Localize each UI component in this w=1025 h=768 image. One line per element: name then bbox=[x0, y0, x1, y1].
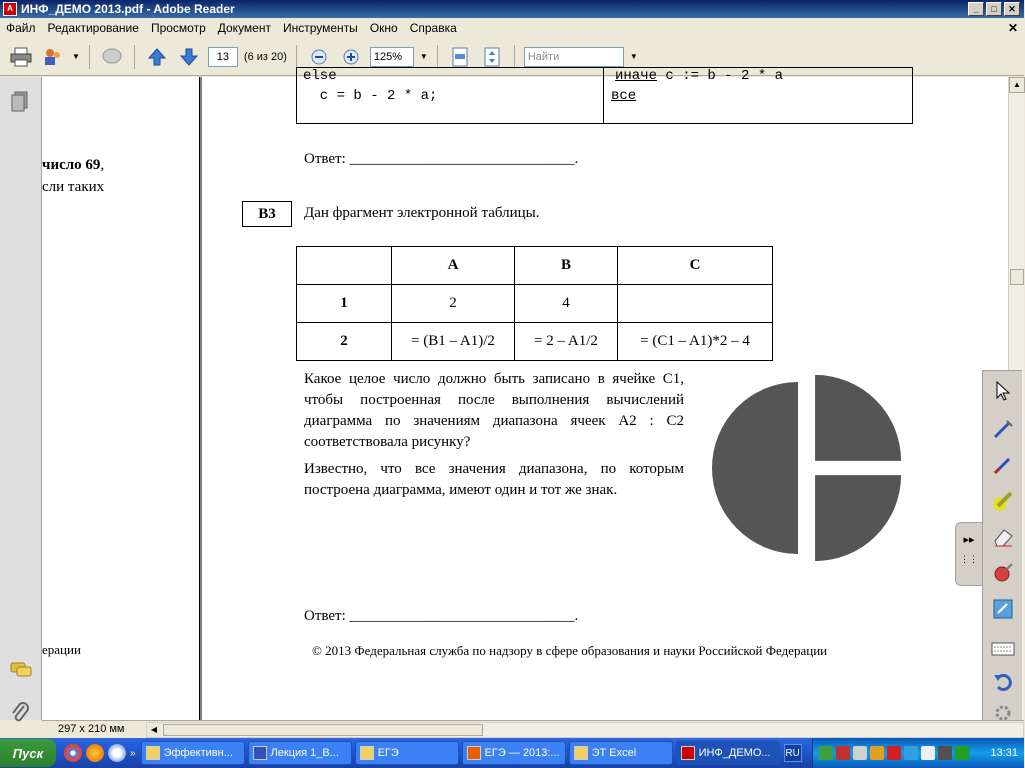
zoom-select[interactable]: 125% bbox=[370, 47, 414, 67]
page-footer: © 2013 Федеральная служба по надзору в сфере образования и науки Российской Федерации bbox=[312, 643, 828, 658]
fit-page-button[interactable] bbox=[447, 44, 473, 70]
table-header: C bbox=[618, 247, 773, 285]
scroll-thumb[interactable] bbox=[1010, 269, 1024, 285]
undo-icon bbox=[992, 670, 1014, 692]
scroll-thumb[interactable] bbox=[163, 724, 483, 736]
toolbar-divider bbox=[437, 45, 438, 69]
menu-file[interactable]: Файл bbox=[6, 21, 36, 35]
taskbar-item[interactable]: ЕГЭ — 2013:... bbox=[462, 741, 566, 765]
table-cell: 1 bbox=[297, 285, 392, 323]
taskbar-item[interactable]: Эффективн... bbox=[141, 741, 245, 765]
toolbar-divider bbox=[296, 45, 297, 69]
status-bar bbox=[42, 720, 1024, 738]
taskbar-item[interactable]: Лекция 1_В... bbox=[248, 741, 352, 765]
firefox-icon bbox=[467, 746, 481, 760]
previous-page bbox=[42, 77, 200, 720]
expand-icon: ▸▸ bbox=[963, 534, 975, 546]
print-button[interactable] bbox=[8, 44, 34, 70]
question-paragraph: Какое целое число должно быть записано в ячейке C1, чтобы построенная после выполнения вычислений диаграмма по значениям диапазона ячеек A2 : C2 соответствовала рисунку? bbox=[304, 371, 684, 450]
table-cell: = (B1 – A1)/2 bbox=[392, 323, 515, 361]
pdf-icon bbox=[681, 746, 695, 760]
pie-chart bbox=[710, 372, 910, 564]
menu-window[interactable]: Окно bbox=[369, 21, 398, 35]
next-page-button[interactable] bbox=[176, 44, 202, 70]
folder-icon bbox=[146, 746, 160, 760]
close-button[interactable]: ✕ bbox=[1004, 2, 1020, 16]
attachment-icon[interactable] bbox=[10, 702, 30, 722]
fit-width-icon bbox=[483, 47, 501, 67]
answer-line: Ответ: ______________________________. bbox=[304, 608, 579, 624]
stamp-tool[interactable] bbox=[991, 561, 1015, 585]
left-page-line: число 69, bbox=[42, 157, 105, 173]
current-page bbox=[202, 68, 1008, 720]
media-player-icon[interactable] bbox=[108, 744, 126, 762]
fit-page-icon bbox=[451, 47, 469, 67]
skype-icon[interactable] bbox=[904, 746, 918, 760]
adobe-reader-icon: A bbox=[3, 2, 17, 16]
arrow-down-icon bbox=[179, 47, 199, 67]
zoom-out-button[interactable] bbox=[306, 44, 332, 70]
eraser-icon bbox=[992, 526, 1014, 548]
printer-icon bbox=[10, 47, 32, 67]
menu-view[interactable]: Просмотр bbox=[150, 21, 206, 35]
red-pen-tool[interactable] bbox=[991, 453, 1015, 477]
highlighter-tool[interactable] bbox=[991, 489, 1015, 513]
code-table bbox=[296, 67, 913, 124]
pen-tool[interactable] bbox=[991, 417, 1015, 441]
code-line: else bbox=[303, 68, 337, 84]
table-cell: = (C1 – A1)*2 – 4 bbox=[618, 323, 773, 361]
table-row bbox=[297, 323, 773, 361]
table-cell bbox=[618, 285, 773, 323]
table-row bbox=[297, 285, 773, 323]
left-page-line: сли таких bbox=[42, 179, 105, 195]
update-icon[interactable] bbox=[870, 746, 884, 760]
menu-document[interactable]: Документ bbox=[217, 21, 271, 35]
spreadsheet-table bbox=[296, 246, 773, 361]
table-header: B bbox=[515, 247, 618, 285]
pie-slice bbox=[712, 382, 798, 554]
eraser-tool[interactable] bbox=[991, 525, 1015, 549]
toolbar-divider bbox=[514, 45, 515, 69]
taskbar-item[interactable]: ЕГЭ bbox=[355, 741, 459, 765]
speaker-icon[interactable] bbox=[938, 746, 952, 760]
antivirus-icon[interactable] bbox=[836, 746, 850, 760]
system-tray bbox=[812, 738, 1024, 768]
title-bar bbox=[0, 0, 1024, 18]
code-line: все bbox=[611, 88, 637, 104]
code-cell-left bbox=[297, 68, 604, 123]
collaborate-button[interactable] bbox=[40, 44, 66, 70]
scroll-left-button[interactable]: ◀ bbox=[147, 723, 161, 737]
table-cell: = 2 – A1/2 bbox=[515, 323, 618, 361]
code-line: c = b - 2 * a; bbox=[303, 88, 438, 104]
markup-tool-palette bbox=[982, 370, 1022, 722]
volume-icon[interactable] bbox=[853, 746, 867, 760]
fit-width-button[interactable] bbox=[479, 44, 505, 70]
note-tool[interactable] bbox=[991, 597, 1015, 621]
code-line: иначе c := b - 2 * a bbox=[615, 68, 784, 84]
speech-bubble-icon bbox=[101, 47, 123, 67]
zoom-in-icon bbox=[342, 48, 360, 66]
cursor-arrow-icon bbox=[995, 381, 1011, 401]
scroll-up-button[interactable]: ▲ bbox=[1009, 77, 1025, 93]
task-question bbox=[304, 369, 684, 507]
answer-line: Ответ: ______________________________. bbox=[304, 151, 579, 167]
chevron-down-icon[interactable]: ▼ bbox=[629, 52, 638, 61]
menu-tools[interactable]: Инструменты bbox=[282, 21, 358, 35]
table-cell: 2 bbox=[392, 285, 515, 323]
note-icon bbox=[992, 598, 1014, 620]
task-heading: Дан фрагмент электронной таблицы. bbox=[304, 205, 540, 221]
comments-icon[interactable] bbox=[10, 661, 30, 681]
start-button[interactable]: Пуск bbox=[0, 739, 56, 767]
grip-icon: ⋮⋮ bbox=[960, 554, 978, 564]
taskbar bbox=[0, 738, 1024, 768]
taskbar-item-active[interactable]: ИНФ_ДЕМО... bbox=[676, 741, 780, 765]
sync-icon[interactable] bbox=[955, 746, 969, 760]
network-icon[interactable] bbox=[819, 746, 833, 760]
stamp-icon bbox=[992, 562, 1014, 584]
folder-icon bbox=[360, 746, 374, 760]
minimize-button[interactable]: _ bbox=[968, 2, 984, 16]
k-icon[interactable] bbox=[887, 746, 901, 760]
find-input[interactable]: Найти bbox=[524, 47, 624, 67]
window-title: ИНФ_ДЕМО 2013.pdf - Adobe Reader bbox=[21, 2, 235, 16]
toolbar-divider bbox=[89, 45, 90, 69]
table-header: A bbox=[392, 247, 515, 285]
people-icon bbox=[42, 47, 64, 67]
pie-slice bbox=[815, 375, 901, 461]
document-icon bbox=[253, 746, 267, 760]
left-page-footer: ерации bbox=[42, 642, 81, 657]
document-close-button[interactable]: ✕ bbox=[1007, 21, 1018, 35]
red-pen-icon bbox=[992, 454, 1014, 476]
menu-edit[interactable]: Редактирование bbox=[47, 21, 139, 35]
language-indicator[interactable]: RU bbox=[784, 744, 802, 762]
undo-tool[interactable] bbox=[991, 669, 1015, 693]
chrome-icon[interactable] bbox=[64, 744, 82, 762]
table-cell: 4 bbox=[515, 285, 618, 323]
firefox-icon[interactable] bbox=[86, 744, 104, 762]
usb-icon[interactable] bbox=[921, 746, 935, 760]
toolbar-divider bbox=[134, 45, 135, 69]
keyboard-tool[interactable] bbox=[991, 637, 1015, 661]
clock: 13:31 bbox=[990, 747, 1018, 759]
question-paragraph: Известно, что все значения диапазона, по которым построена диаграмма, имеют один и тот же знак. bbox=[304, 461, 684, 498]
document-viewport[interactable] bbox=[42, 68, 1008, 720]
task-number: В3 bbox=[242, 201, 292, 227]
chevron-down-icon[interactable]: ▼ bbox=[72, 52, 80, 61]
arrow-up-icon bbox=[147, 47, 167, 67]
maximize-button[interactable]: □ bbox=[986, 2, 1002, 16]
pen-icon bbox=[992, 418, 1014, 440]
palette-collapse-tab[interactable] bbox=[955, 522, 982, 586]
menu-bar bbox=[0, 18, 1024, 38]
navigation-panel bbox=[0, 77, 42, 720]
chevron-down-icon[interactable]: ▼ bbox=[419, 52, 428, 61]
previous-page-button[interactable] bbox=[144, 44, 170, 70]
keyboard-icon bbox=[991, 642, 1015, 656]
pages-icon[interactable] bbox=[10, 91, 30, 111]
pie-slice bbox=[815, 475, 901, 561]
zoom-in-button[interactable] bbox=[338, 44, 364, 70]
page-count: (6 из 20) bbox=[243, 50, 287, 63]
taskbar-item[interactable]: ЭТ Excel bbox=[569, 741, 673, 765]
table-cell: 2 bbox=[297, 323, 392, 361]
zoom-out-icon bbox=[310, 48, 328, 66]
page-number-input[interactable]: 13 bbox=[208, 47, 238, 67]
table-row bbox=[297, 247, 773, 285]
chevron-right-icon[interactable]: » bbox=[130, 747, 136, 759]
folder-icon bbox=[574, 746, 588, 760]
menu-help[interactable]: Справка bbox=[409, 21, 457, 35]
horizontal-scrollbar[interactable] bbox=[146, 722, 1024, 738]
table-header bbox=[297, 247, 392, 285]
comment-button[interactable] bbox=[99, 44, 125, 70]
select-tool[interactable] bbox=[991, 379, 1015, 403]
page-size-label: 297 x 210 мм bbox=[58, 723, 125, 735]
highlighter-icon bbox=[992, 490, 1014, 512]
